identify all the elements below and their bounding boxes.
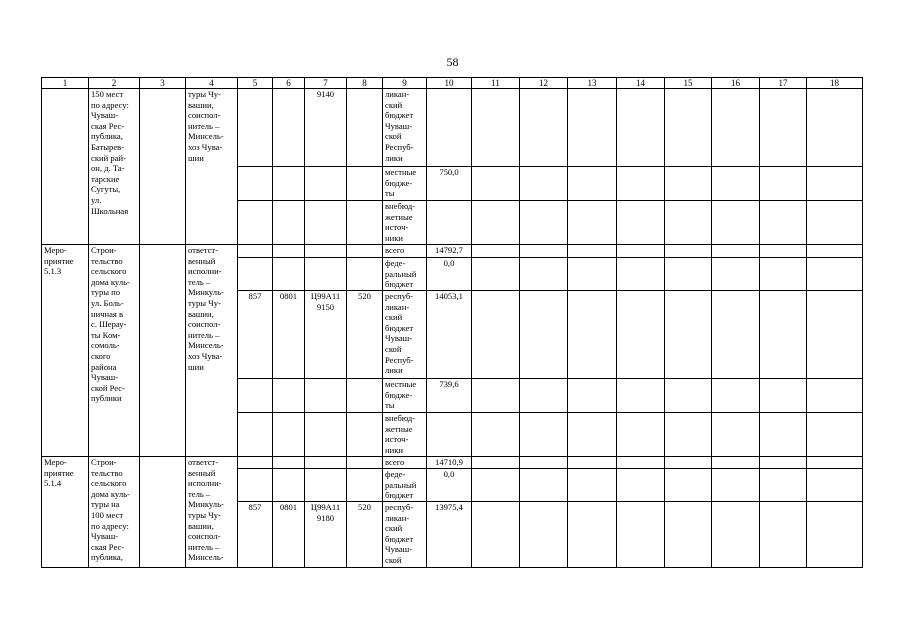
source-cell: местные бюдже- ты [383, 379, 427, 413]
empty-cell [140, 89, 186, 245]
vr-cell: 520 [347, 291, 383, 379]
amount-cell: 739,6 [427, 379, 472, 413]
column-number: 2 [89, 78, 140, 89]
event-name-cell [42, 89, 89, 245]
event-name-cell: Меро- приятие 5.1.4 [42, 457, 89, 568]
table-row [42, 457, 863, 469]
amount-cell: 14710,9 [427, 457, 472, 469]
vr-cell [347, 89, 383, 167]
table-row [42, 89, 863, 167]
column-number: 11 [472, 78, 520, 89]
column-number: 17 [760, 78, 807, 89]
source-cell: респуб- ликан- ский бюджет Чуваш- ской [383, 502, 427, 568]
rzpr-cell: 0801 [273, 291, 305, 379]
column-number: 12 [520, 78, 568, 89]
column-number: 8 [347, 78, 383, 89]
grbs-cell: 857 [238, 291, 273, 379]
csr-cell: Ц99А11 9180 [305, 502, 347, 568]
grbs-cell [238, 89, 273, 167]
responsible-cell: ответст- венный исполни- тель – Минкуль- туры Чу- вашии, соиспол- нитель – Минсель- хоз Чува- шии [186, 245, 238, 457]
source-cell: всего [383, 457, 427, 469]
source-cell: местные бюдже- ты [383, 167, 427, 201]
column-number: 7 [305, 78, 347, 89]
responsible-cell: ответст- венный исполни- тель – Минкуль- туры Чу- вашии, соиспол- нитель – Минсель- [186, 457, 238, 568]
source-cell: респуб- ликан- ский бюджет Чуваш- ской Респуб- лики [383, 291, 427, 379]
column-number: 14 [617, 78, 665, 89]
vr-cell: 520 [347, 502, 383, 568]
amount-cell [427, 201, 472, 245]
column-number: 3 [140, 78, 186, 89]
table-row [42, 245, 863, 258]
source-cell: феде- ральный бюджет [383, 258, 427, 291]
column-number: 10 [427, 78, 472, 89]
amount-cell: 750,0 [427, 167, 472, 201]
csr-cell: Ц99А11 9150 [305, 291, 347, 379]
source-cell: ликан- ский бюджет Чуваш- ской Респуб- лики [383, 89, 427, 167]
empty-cell [140, 245, 186, 457]
column-number: 13 [568, 78, 617, 89]
column-number: 16 [712, 78, 760, 89]
event-name-cell: Меро- приятие 5.1.3 [42, 245, 89, 457]
grbs-cell: 857 [238, 502, 273, 568]
column-number: 4 [186, 78, 238, 89]
description-cell: Строи- тельство сельского дома куль- туры по ул. Боль- ничная в с. Шерау- ты Ком- сомоль- ского района Чуваш- ской Рес- публики [89, 245, 140, 457]
column-number-row [42, 78, 863, 89]
source-cell: внебюд- жетные источ- ники [383, 201, 427, 245]
column-number: 15 [665, 78, 712, 89]
rzpr-cell: 0801 [273, 502, 305, 568]
source-cell: феде- ральный бюджет [383, 469, 427, 502]
description-cell: 150 мест по адресу: Чуваш- ская Рес- публика, Батырев- ский рай- он, д. Та- тарские Сугуты, ул. Школьная [89, 89, 140, 245]
column-number: 9 [383, 78, 427, 89]
amount-cell: 14792,7 [427, 245, 472, 258]
amount-cell [427, 89, 472, 167]
amount-cell: 0,0 [427, 258, 472, 291]
amount-cell: 0,0 [427, 469, 472, 502]
description-cell: Строи- тельство сельского дома куль- туры на 100 мест по адресу: Чуваш- ская Рес- публика, [89, 457, 140, 568]
amount-cell [427, 413, 472, 457]
column-number: 1 [42, 78, 89, 89]
rzpr-cell [273, 89, 305, 167]
source-cell: всего [383, 245, 427, 258]
column-number: 6 [273, 78, 305, 89]
empty-cell [140, 457, 186, 568]
column-number: 5 [238, 78, 273, 89]
amount-cell: 13975,4 [427, 502, 472, 568]
source-cell: внебюд- жетные источ- ники [383, 413, 427, 457]
csr-cell: 9140 [305, 89, 347, 167]
responsible-cell: туры Чу- вашии, соиспол- нитель – Минсель- хоз Чува- шии [186, 89, 238, 245]
column-number: 18 [807, 78, 863, 89]
amount-cell: 14053,1 [427, 291, 472, 379]
page-number: 58 [446, 55, 459, 69]
budget-table [41, 77, 863, 568]
